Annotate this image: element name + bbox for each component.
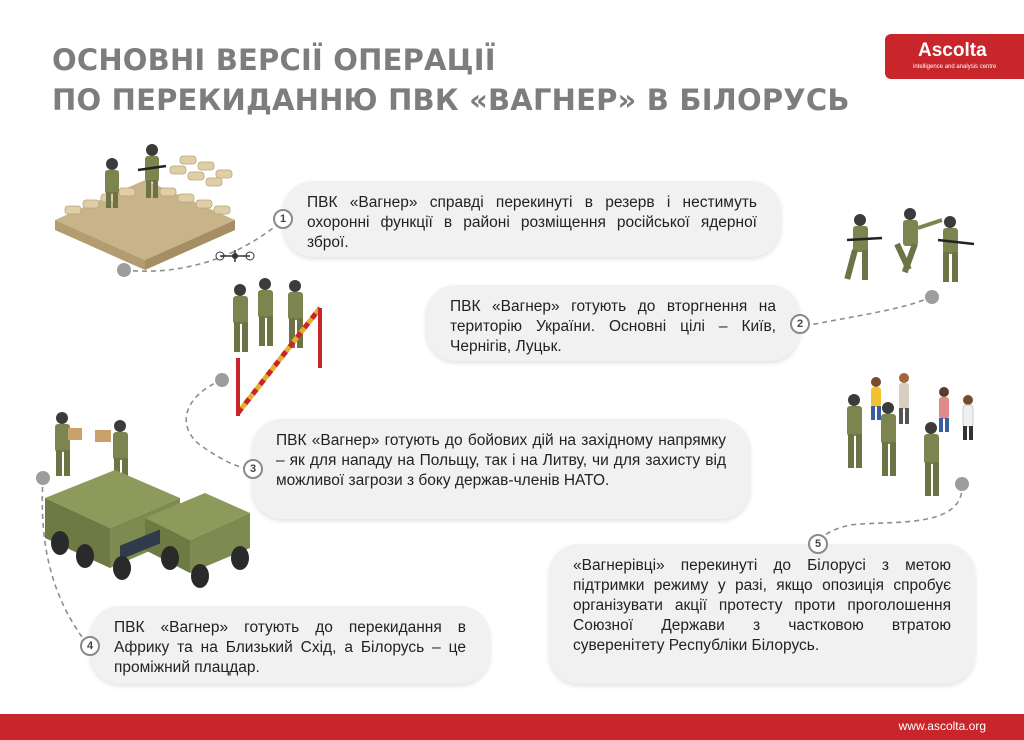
version-card-4: [90, 606, 490, 684]
version-number-2: 2: [790, 314, 810, 334]
version-text-2: ПВК «Вагнер» готують до вторгнення на територію України. Основні цілі – Київ, Чернігів, Луцьк.: [450, 298, 776, 355]
version-card-1: [283, 181, 781, 257]
version-text-1: ПВК «Вагнер» справді перекинуті в резерв і нестимуть охоронні функції в районі розміщення російської ядерної зброї.: [307, 194, 757, 251]
footer-bar: [0, 714, 1024, 740]
logo-name: Ascolta: [918, 40, 987, 61]
vehicles-cargo-illustration: [40, 408, 255, 598]
version-card-5: [549, 544, 975, 684]
logo-subtitle: intelligence and analysis centre: [913, 64, 997, 70]
title-line-2: ПО ПЕРЕКИДАННЮ ПВК «ВАГНЕР» В БІЛОРУСЬ: [52, 83, 850, 117]
soldiers-civilians-illustration: [836, 370, 986, 505]
barrier-soldiers-illustration: [200, 238, 340, 418]
version-text-3: ПВК «Вагнер» готують до бойових дій на західному напрямку – як для нападу на Польщу, так і на Литву, чи для захисту від можливої загрози з боку держав-членів НАТО.: [276, 432, 726, 489]
version-text-4: ПВК «Вагнер» готують до перекидання в Африку та на Близький Схід, а Білорусь – це проміжний плацдар.: [114, 619, 466, 676]
version-number-3: 3: [243, 459, 263, 479]
footer-url-link[interactable]: www.ascolta.org: [898, 719, 986, 733]
version-number-5: 5: [808, 534, 828, 554]
version-number-1: 1: [273, 209, 293, 229]
version-number-4: 4: [80, 636, 100, 656]
version-card-3: [252, 419, 750, 519]
title-line-1: ОСНОВНІ ВЕРСІЇ ОПЕРАЦІЇ: [52, 43, 496, 77]
version-text-5: «Вагнерівці» перекинуті до Білорусі з метою підтримки режиму у разі, якщо опозиція спробує організувати акції протесту проти проголошення Союзної Держави з частковою втратою суверенітету Республіки Білорусь.: [573, 557, 951, 654]
version-card-2: [426, 285, 800, 361]
advancing-soldiers-illustration: [832, 200, 982, 300]
